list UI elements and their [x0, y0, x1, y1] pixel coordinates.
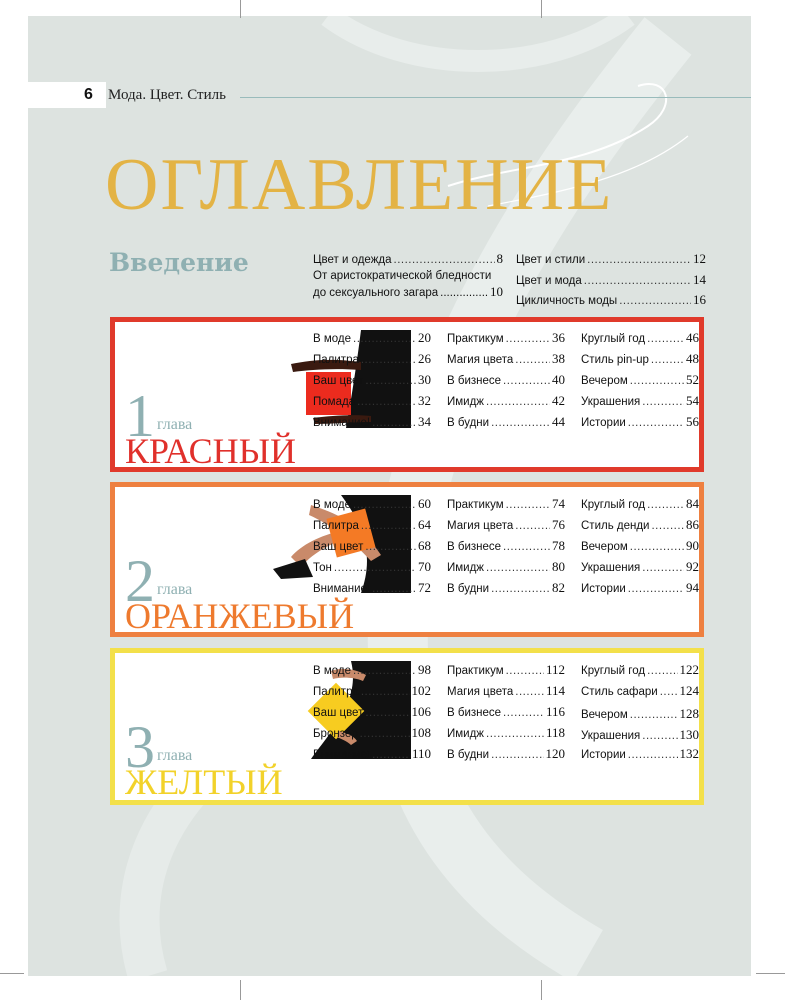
toc-label: Круглый год: [581, 665, 646, 677]
toc-page: 86: [686, 517, 699, 532]
toc-entry[interactable]: [313, 725, 431, 741]
crop-mark: [541, 0, 542, 18]
toc-label: Ваш цвет: [313, 707, 364, 719]
toc-label: Внимание!: [313, 583, 371, 595]
toc-label: Стиль сафари: [581, 686, 658, 698]
toc-entry[interactable]: [447, 517, 565, 533]
toc-entry[interactable]: [447, 330, 565, 346]
toc-page: 94: [686, 580, 699, 595]
toc-page: 110: [411, 746, 431, 761]
toc-label: Ваш цвет: [313, 375, 364, 387]
toc-page: 122: [679, 662, 699, 677]
toc-label: В будни: [447, 417, 490, 429]
toc-page: 80: [552, 559, 565, 574]
toc-page: 44: [552, 414, 565, 429]
toc-page: 132: [679, 746, 699, 761]
toc-entry[interactable]: [313, 580, 431, 596]
toc-label: Практикум: [447, 665, 504, 677]
toc-page: 52: [686, 372, 699, 387]
toc-page: 124: [679, 683, 699, 698]
chapter-name: КРАСНЫЙ: [125, 431, 297, 471]
toc-entry[interactable]: [447, 351, 565, 367]
toc-entry[interactable]: [447, 372, 565, 388]
toc-page: 72: [418, 580, 431, 595]
toc-page: 112: [545, 662, 565, 677]
toc-page: 128: [679, 706, 699, 721]
toc-entry[interactable]: [447, 746, 565, 762]
chapter-word: глава: [157, 747, 193, 764]
chapter-name: ОРАНЖЕВЫЙ: [125, 596, 355, 636]
toc-page: 120: [545, 746, 565, 761]
toc-entry[interactable]: [581, 414, 699, 430]
toc-page: 60: [418, 496, 431, 511]
toc-page: 10: [490, 284, 503, 299]
toc-page: 130: [679, 727, 699, 742]
toc-label: Вечером: [581, 375, 628, 387]
toc-entry[interactable]: [581, 372, 699, 388]
toc-label: Имидж: [447, 728, 484, 740]
toc-entry[interactable]: [581, 559, 699, 575]
toc-label: Палитра: [313, 354, 359, 366]
toc-label: Круглый год: [581, 499, 646, 511]
toc-entry[interactable]: [581, 683, 699, 699]
toc-page: 92: [686, 559, 699, 574]
toc-page: 46: [686, 330, 699, 345]
toc-entry[interactable]: [313, 269, 503, 301]
toc-page: 116: [545, 704, 565, 719]
toc-page: 16: [693, 292, 706, 307]
toc-label: Истории: [581, 417, 626, 429]
toc-page: 40: [552, 372, 565, 387]
toc-page: 56: [686, 414, 699, 429]
toc-entry[interactable]: [313, 559, 431, 575]
chapter-word: глава: [157, 581, 193, 598]
toc-label: В бизнесе: [447, 707, 502, 719]
toc-label: Цикличность моды: [516, 295, 618, 307]
toc-page: 106: [411, 704, 431, 719]
toc-entry[interactable]: [447, 414, 565, 430]
toc-label: Помада: [313, 396, 356, 408]
toc-entry[interactable]: [447, 662, 565, 678]
toc-label: Магия цвета: [447, 354, 514, 366]
toc-entry[interactable]: [313, 251, 503, 267]
toc-page: 32: [418, 393, 431, 408]
toc-page: 84: [686, 496, 699, 511]
toc-entry[interactable]: [581, 580, 699, 596]
toc-page: 90: [686, 538, 699, 553]
toc-label: Круглый год: [581, 333, 646, 345]
toc-entry[interactable]: [447, 393, 565, 409]
toc-entry[interactable]: [313, 496, 431, 512]
toc-label: Цвет и мода: [516, 275, 582, 287]
chapter-name: ЖЕЛТЫЙ: [125, 762, 283, 802]
toc-page: 118: [545, 725, 565, 740]
toc-page: 114: [545, 683, 565, 698]
toc-page: 82: [552, 580, 565, 595]
toc-entry[interactable]: [581, 706, 699, 722]
toc-entry[interactable]: [447, 559, 565, 575]
toc-entry[interactable]: [581, 351, 699, 367]
toc-label: Практикум: [447, 499, 504, 511]
toc-label: В бизнесе: [447, 375, 502, 387]
toc-entry[interactable]: [313, 414, 431, 430]
toc-label: В будни: [447, 749, 490, 761]
toc-page: 38: [552, 351, 565, 366]
toc-page: 102: [411, 683, 431, 698]
toc-page: 54: [686, 393, 699, 408]
toc-page: 26: [418, 351, 431, 366]
toc-entry[interactable]: [313, 538, 431, 554]
toc-label: Украшения: [581, 730, 641, 742]
toc-entry[interactable]: [313, 372, 431, 388]
toc-label: Магия цвета: [447, 686, 514, 698]
toc-page: 14: [693, 272, 706, 287]
toc-label: Палитра: [313, 686, 359, 698]
toc-entry[interactable]: [447, 538, 565, 554]
chapter-number: 3: [125, 714, 155, 780]
toc-entry[interactable]: [581, 517, 699, 533]
toc-entry[interactable]: [313, 683, 431, 699]
toc-page: 36: [552, 330, 565, 345]
crop-mark: [541, 980, 542, 1000]
toc-entry[interactable]: [581, 538, 699, 554]
running-header: Мода. Цвет. Стиль: [108, 87, 226, 103]
toc-entry[interactable]: [581, 496, 699, 512]
toc-entry[interactable]: [313, 662, 431, 678]
toc-label: В моде: [313, 499, 352, 511]
toc-entry[interactable]: [581, 662, 699, 678]
header-rule: [240, 97, 751, 98]
toc-label: Стиль pin-up: [581, 354, 649, 366]
toc-page: 8: [496, 251, 503, 266]
toc-entry[interactable]: [313, 351, 431, 367]
toc-label: В моде: [313, 333, 352, 345]
toc-entry[interactable]: [313, 746, 431, 762]
toc-label: Внимание!: [313, 749, 371, 761]
toc-label: От аристократической бледности: [313, 270, 492, 282]
toc-entry[interactable]: [447, 683, 565, 699]
chapter-number: 1: [125, 383, 155, 449]
toc-page: 34: [418, 414, 431, 429]
toc-page: 74: [552, 496, 565, 511]
toc-page: 12: [693, 251, 706, 266]
toc-label: Цвет и одежда: [313, 254, 392, 266]
toc-entry[interactable]: [581, 727, 699, 743]
toc-entry[interactable]: [581, 393, 699, 409]
toc-label: Тон: [313, 562, 332, 574]
chapter-number: 2: [125, 548, 155, 614]
toc-label: Бронзер: [313, 728, 358, 740]
toc-entry[interactable]: [516, 292, 706, 308]
intro-heading: Введение: [109, 248, 249, 277]
page-title: ОГЛАВЛЕНИЕ: [105, 144, 614, 226]
toc-entry[interactable]: [313, 393, 431, 409]
toc-page: 76: [552, 517, 565, 532]
toc-page: 20: [418, 330, 431, 345]
toc-entry[interactable]: [447, 496, 565, 512]
page-number: 6: [84, 86, 93, 103]
toc-page: 70: [418, 559, 431, 574]
toc-label: Украшения: [581, 396, 641, 408]
toc-entry[interactable]: [447, 580, 565, 596]
crop-mark: [0, 973, 24, 974]
crop-mark: [240, 0, 241, 18]
toc-label: Вечером: [581, 541, 628, 553]
toc-entry[interactable]: [516, 272, 706, 288]
toc-label: Магия цвета: [447, 520, 514, 532]
toc-page: 68: [418, 538, 431, 553]
toc-label: Истории: [581, 749, 626, 761]
toc-entry[interactable]: [313, 517, 431, 533]
toc-entry[interactable]: [581, 746, 699, 762]
toc-label: В моде: [313, 665, 352, 677]
crop-mark: [240, 980, 241, 1000]
toc-label: Имидж: [447, 396, 484, 408]
toc-label: Имидж: [447, 562, 484, 574]
toc-label: В будни: [447, 583, 490, 595]
toc-page: 64: [418, 517, 431, 532]
header-tab: [28, 82, 106, 108]
chapter-word: глава: [157, 416, 193, 433]
toc-page: 78: [552, 538, 565, 553]
toc-label: Ваш цвет: [313, 541, 364, 553]
toc-label: В бизнесе: [447, 541, 502, 553]
toc-label: Внимание!: [313, 417, 371, 429]
toc-entry[interactable]: [313, 704, 431, 720]
toc-page: 98: [418, 662, 431, 677]
toc-label: Практикум: [447, 333, 504, 345]
toc-page: 42: [552, 393, 565, 408]
toc-label: до сексуального загара: [313, 287, 439, 299]
crop-mark: [756, 973, 785, 974]
toc-label: Украшения: [581, 562, 641, 574]
toc-page: 108: [411, 725, 431, 740]
toc-page: 48: [686, 351, 699, 366]
toc-label: Истории: [581, 583, 626, 595]
toc-label: Палитра: [313, 520, 359, 532]
toc-entry[interactable]: [516, 251, 706, 267]
toc-entry[interactable]: [447, 725, 565, 741]
toc-label: Стиль денди: [581, 520, 650, 532]
toc-entry[interactable]: [581, 330, 699, 346]
toc-entry[interactable]: [447, 704, 565, 720]
toc-label: Цвет и стили: [516, 254, 586, 266]
toc-page: 30: [418, 372, 431, 387]
toc-label: Вечером: [581, 709, 628, 721]
toc-entry[interactable]: [313, 330, 431, 346]
